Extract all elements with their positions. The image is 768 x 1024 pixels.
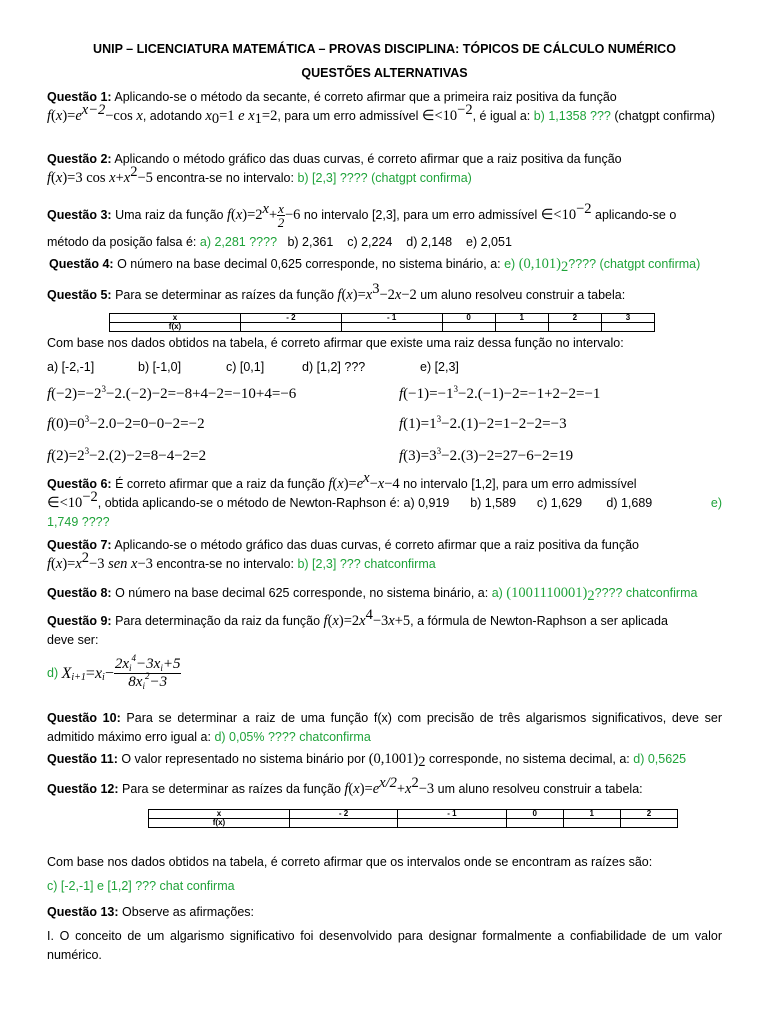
question-2: Questão 2: Aplicando o método gráfico das duas curvas, é correto afirmar que a raiz positiva da função f(x)=3 $\cos x+x^2-5$ encontra-se no intervalo: b) [2,3] ???? (chatgpt confirma) bbox=[47, 152, 622, 186]
answer: d) 0,05% ???? chatconfirma bbox=[214, 730, 371, 744]
question-label: Questão 1: bbox=[47, 90, 112, 104]
question-label: Questão 6: bbox=[47, 477, 112, 491]
newton-fraction: $\frac{2x_i^4-3x_i+5}{8x_i^2-3}$ bbox=[114, 653, 181, 691]
answer: b) [2,3] ??? chatconfirma bbox=[297, 557, 436, 571]
question-9-formula: d) $X_{i+1}=x_i-$ $\frac{2x_i^4-3x_i+5}{8x_i^2-3}$ bbox=[47, 653, 181, 691]
question-12-text: Com base nos dados obtidos na tabela, é correto afirmar que os intervalos onde se encontram as raízes são: bbox=[47, 855, 653, 869]
question-label: Questão 13: bbox=[47, 905, 119, 919]
answer: a) 2,281 ???? bbox=[199, 235, 278, 249]
question-label: Questão 2: bbox=[47, 152, 112, 166]
formula: f bbox=[47, 108, 52, 124]
formula: (0,101) bbox=[518, 256, 561, 272]
question-label: Questão 12: bbox=[47, 782, 119, 796]
values-table bbox=[148, 809, 678, 828]
question-label: Questão 10: bbox=[47, 711, 121, 725]
answer: a) bbox=[491, 586, 507, 600]
answer: d) 0,5625 bbox=[633, 752, 687, 766]
calc-f-1: $f(1)=1^3-2.(1)-2=1-2-2=-3$ bbox=[399, 414, 567, 432]
fraction: $\frac{x}{2}$ bbox=[277, 201, 285, 230]
question-3: Questão 3: Uma raiz da função $f(x)=2^x+$ $\frac{x}{2}$ −6 no intervalo [2,3], para um erro admissível $\in<10^{-2}$ aplicando-se o método da posição falsa é: a) 2,281 ???? b) 2,361 c) 2,224 d) 2,148 e) 2,051 bbox=[47, 200, 677, 249]
question-label: Questão 9: bbox=[47, 614, 112, 628]
question-13-item-1: I. O conceito de um algarismo significativo foi desenvolvido para designar formalmente a confiabilidade de um valor numérico. bbox=[47, 929, 722, 962]
answer: b) [2,3] ???? (chatgpt confirma) bbox=[297, 171, 472, 185]
question-13: Questão 13: Observe as afirmações: bbox=[47, 905, 255, 919]
answer: b) 1,1358 ??? bbox=[533, 109, 611, 123]
answer: c) [-2,-1] e [1,2] ??? chat confirma bbox=[47, 879, 235, 893]
calc-f-3: $f(3)=3^3-2.(3)-2=27-6-2=19$ bbox=[399, 446, 574, 464]
calc-f-minus-2: $f(-2)=-2^3-2.(-2)-2=-8+4-2=-10+4=-6$ bbox=[47, 384, 297, 402]
table-row: f(x) bbox=[149, 819, 678, 828]
question-8: Questão 8: O número na base decimal 625 corresponde, no sistema binário, a: a) $(1001110001)_2$???? chatconfirma bbox=[47, 585, 698, 604]
calc-f-minus-1: $f(-1)=-1^3-2.(-1)-2=-1+2-2=-1$ bbox=[399, 384, 601, 402]
calc-f-0: $f(0)=0^3-2.0-2=0-0-2=-2$ bbox=[47, 414, 205, 432]
question-5: Questão 5: Para se determinar as raízes da função $f(x)=x^3-2x-2$ um aluno resolveu construir a tabela: bbox=[47, 281, 626, 303]
answer: d) bbox=[47, 666, 62, 680]
table-header-row: x - 2 - 1 0 1 2 bbox=[149, 810, 678, 819]
question-7: Questão 7: Aplicando-se o método gráfico das duas curvas, é correto afirmar que a raiz positiva da função $f(x)=x^2-3$ sen x−3 encontra-se no intervalo: b) [2,3] ??? chatconfirma bbox=[47, 538, 639, 572]
question-label: Questão 5: bbox=[47, 288, 112, 302]
question-label: Questão 4: bbox=[49, 257, 114, 271]
table-header-row: x - 2 - 1 0 1 2 3 bbox=[110, 314, 655, 323]
question-1: Questão 1: Aplicando-se o método da secante, é correto afirmar que a primeira raiz positiva da função $f(x)=e^{x-2}-\cos$ x, adotando $x_0=1$ e $x_1=2$, para um erro admissível $\in<10^{-2}$, é igual a: b) 1,1358 ??? (chatgpt confirma) bbox=[47, 90, 716, 127]
document-title: UNIP – LICENCIATURA MATEMÁTICA – PROVAS DISCIPLINA: TÓPICOS DE CÁLCULO NUMÉRICO bbox=[93, 42, 676, 56]
answer: e) bbox=[504, 257, 519, 271]
answer: e) bbox=[710, 496, 722, 510]
question-label: Questão 8: bbox=[47, 586, 112, 600]
document-subtitle: QUESTÕES ALTERNATIVAS bbox=[301, 66, 468, 80]
question-9: Questão 9: Para determinação da raiz da função $f(x)=2x^4-3x+5$, a fórmula de Newton-Raphson a ser aplicada deve ser: bbox=[47, 607, 668, 647]
question-4: Questão 4: O número na base decimal 0,625 corresponde, no sistema binário, a: e) $(0,101)_2$???? (chatgpt confirma) bbox=[49, 256, 701, 275]
question-11: Questão 11: O valor representado no sistema binário por $(0,1001)_2$ corresponde, no sistema decimal, a: d) 0,5625 bbox=[47, 751, 687, 770]
table-row: f(x) bbox=[110, 323, 655, 332]
question-label: Questão 3: bbox=[47, 207, 112, 222]
formula: (1001110001) bbox=[506, 585, 588, 601]
question-10: Questão 10: Para se determinar a raiz de uma função f(x) com precisão de três algarismos significativos, deve ser admitido máximo erro igual a: d) 0,05% ???? chatconfirma bbox=[47, 711, 722, 744]
question-6: Questão 6: É correto afirmar que a raiz da função $f(x)=e^x-x-4$ no intervalo [1,2], para um erro admissível $\in<10^{-2}$, obtida aplicando-se o método de Newton-Raphson é: a) 0,919 b) 1,589 c) 1,629 d) 1,689 e) 1,749 ???? bbox=[47, 475, 722, 532]
calc-f-2: $f(2)=2^3-2.(2)-2=8-4-2=2$ bbox=[47, 446, 207, 464]
answer-continued: 1,749 ???? bbox=[47, 515, 110, 529]
question-5-text: Com base nos dados obtidos na tabela, é correto afirmar que existe uma raiz dessa função no intervalo: bbox=[47, 336, 624, 350]
question-label: Questão 11: bbox=[47, 752, 118, 766]
question-label: Questão 7: bbox=[47, 538, 112, 552]
values-table bbox=[109, 313, 655, 332]
question-12: Questão 12: Para se determinar as raízes da função $f(x)=e^{x/2}+x^2-3$ um aluno resolveu construir a tabela: bbox=[47, 775, 643, 797]
formula: (0,1001) bbox=[368, 751, 419, 767]
